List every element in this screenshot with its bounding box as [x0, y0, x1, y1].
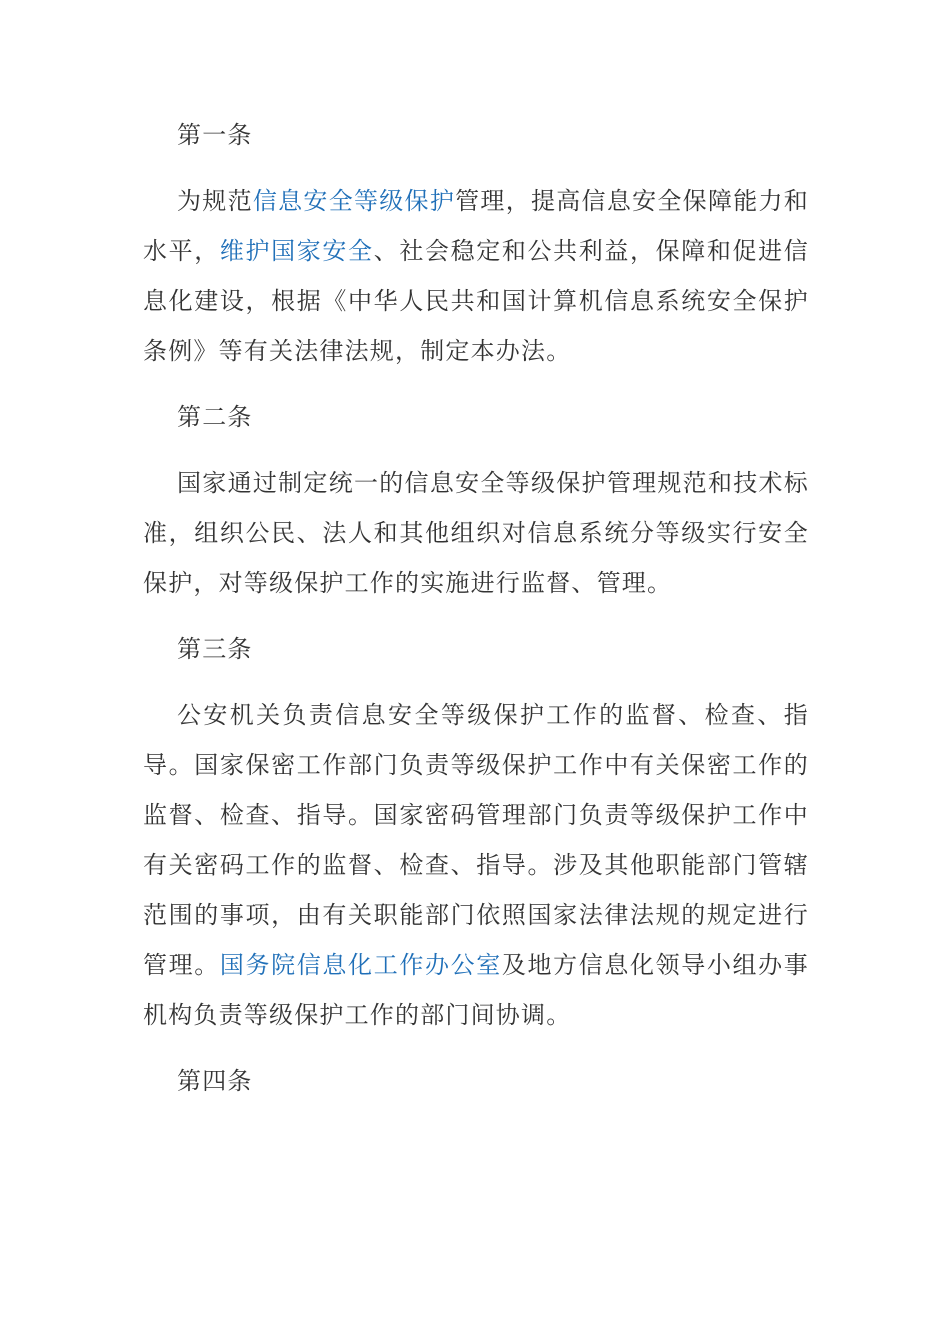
link-state-council-informatization-office[interactable]: 国务院信息化工作办公室 [219, 951, 502, 979]
article-1-title: 第一条 [177, 121, 253, 149]
article-3-text-2: 及地方信息化领导小组办事机构负责等级保护工作的部门间协调。 [143, 951, 810, 1029]
link-national-security[interactable]: 维护国家安全 [219, 237, 374, 265]
article-2-title: 第二条 [177, 403, 253, 431]
article-1-text-3: 、社会稳定和公共利益，保障和促进信息化建设，根据《中华人民共和国计算机信息系统安全保护条例》等有关法律法规，制定本办法。 [143, 237, 810, 365]
document-content [143, 110, 809, 1122]
article-2-body [143, 458, 809, 608]
link-info-security-protection[interactable]: 信息安全等级保护 [252, 187, 456, 215]
article-3-body [143, 690, 809, 1040]
article-3-title: 第三条 [177, 635, 253, 663]
article-2-text-1: 国家通过制定统一的信息安全等级保护管理规范和技术标准，组织公民、法人和其他组织对信息系统分等级实行安全保护，对等级保护工作的实施进行监督、管理。 [143, 469, 809, 597]
article-1-text-2: 管理，提高信息安全保障能力和水平， [143, 187, 809, 265]
article-4-title: 第四条 [177, 1067, 253, 1095]
article-3-text-1: 公安机关负责信息安全等级保护工作的监督、检查、指导。国家保密工作部门负责等级保护工作中有关保密工作的监督、检查、指导。国家密码管理部门负责等级保护工作中有关密码工作的监督、检查、指导。涉及其他职能部门管辖范围的事项，由有关职能部门依照国家法律法规的规定进行管理。 [143, 701, 809, 979]
article-1-text-1: 为规范 [177, 187, 253, 215]
article-1-body [143, 176, 809, 376]
